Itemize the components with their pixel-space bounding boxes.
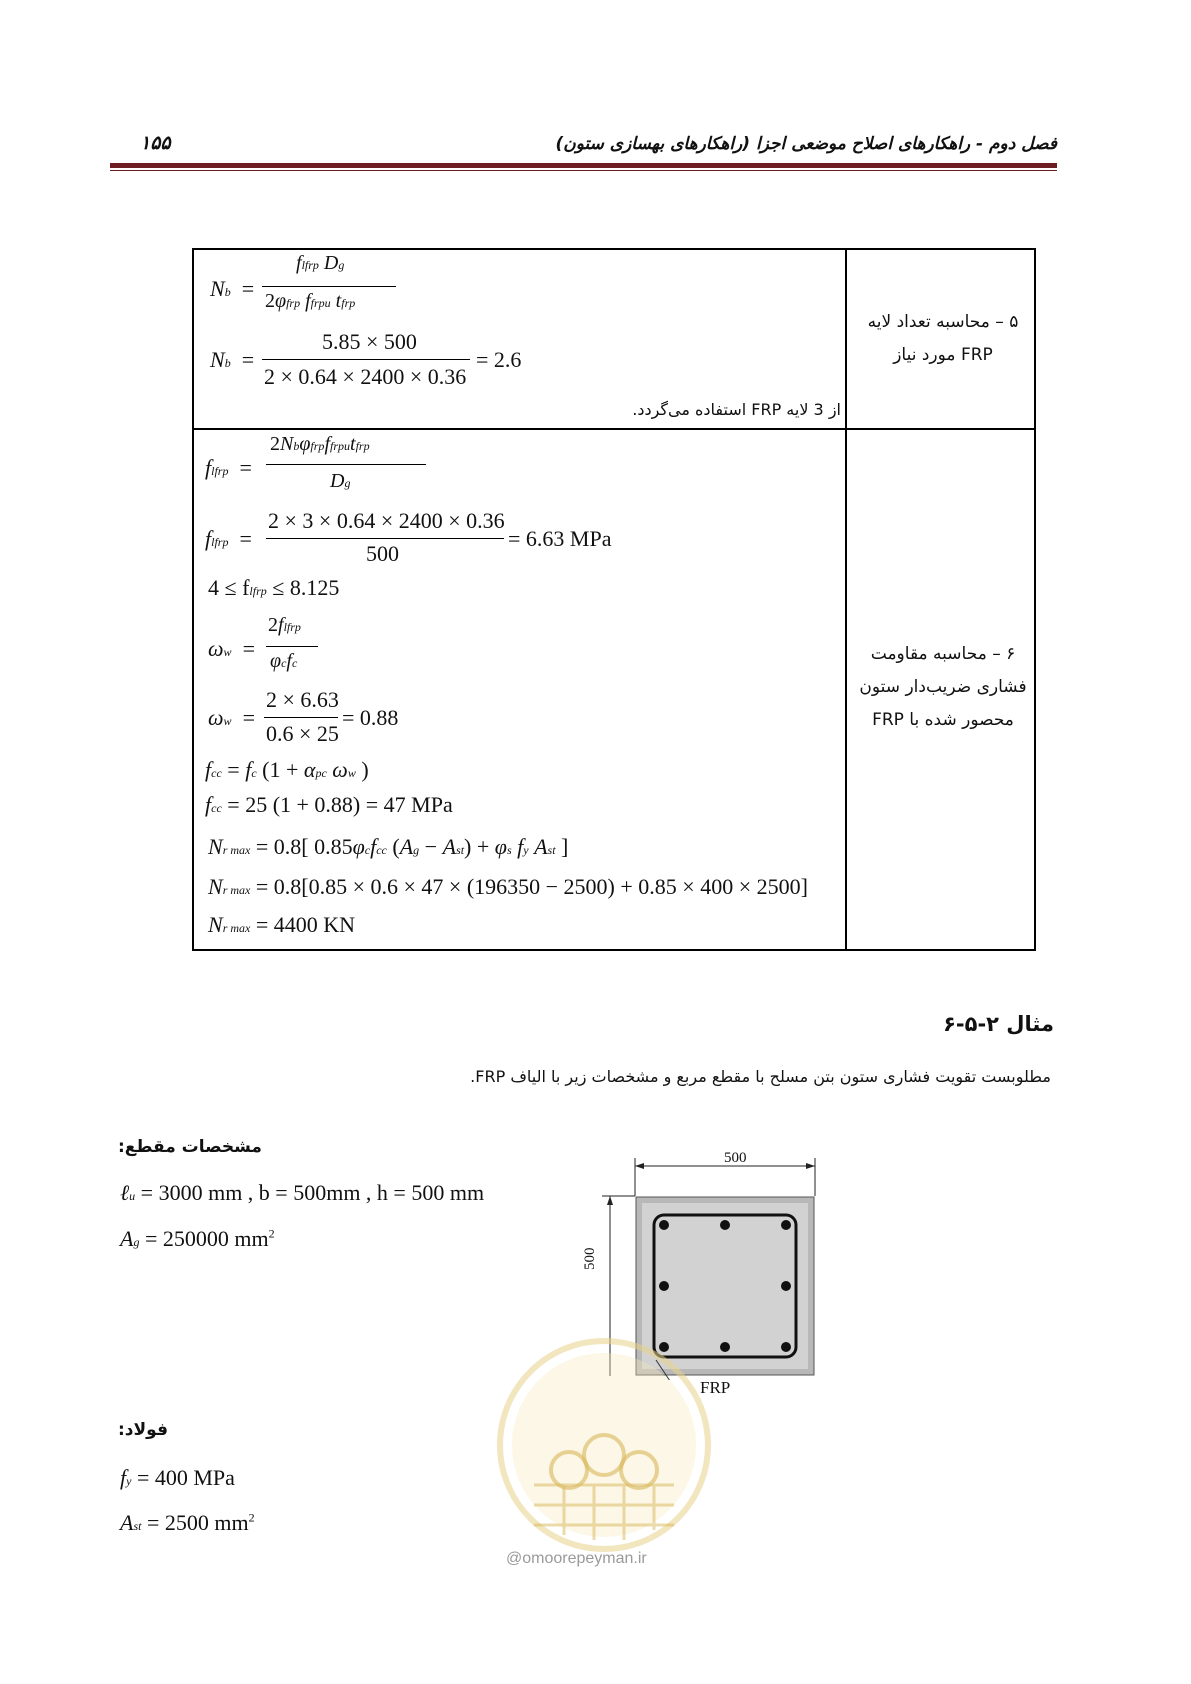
running-header-title: فصل دوم - راهکارهای اصلاح موضعی اجزا (راهکارهای بهسازی ستون)	[555, 134, 1057, 154]
eq-omega-denominator: φcfc	[270, 650, 298, 672]
eq-nb2-fraction-bar	[262, 359, 470, 360]
header-rule-thin	[110, 170, 1057, 171]
row5-description-line2: FRP مورد نیاز	[893, 345, 993, 365]
eq-nb2-symbol: Nb =	[210, 347, 255, 372]
eq-nb2-result: = 2.6	[476, 347, 522, 372]
row5-description-line1: ۵ – محاسبه تعداد لایه	[867, 312, 1019, 332]
row6-description-line2: فشاری ضریب‌دار ستون	[859, 677, 1027, 697]
section-eq-area: Ag = 250000 $mm^2$	[120, 1226, 275, 1251]
steel-eq-fy: fy = 400 MPa	[120, 1465, 235, 1490]
eq-nrmax-formula: Nr max = 0.8[ 0.85φcfcc (Ag − Ast) + φs fy Ast ]	[208, 834, 569, 859]
eq-nb2-numerator: 5.85 × 500	[322, 329, 417, 354]
eq-omega2-fraction-bar	[264, 717, 338, 718]
table-row-divider	[192, 428, 1036, 430]
row6-description	[854, 638, 1032, 737]
section-eq-lengths-value: = 3000 mm , b = 500mm , h = 500 mm	[140, 1180, 485, 1205]
eq-fcc-numeric: fcc = 25 (1 + 0.88) = 47 MPa	[205, 792, 453, 817]
eq-range-left: 4 ≤ f	[208, 575, 250, 600]
row5-description	[854, 306, 1032, 372]
eq-nrmax-numeric: Nr max = 0.8[0.85 × 0.6 × 47 × (196350 − 2500) + 0.85 × 400 × 2500]	[208, 874, 808, 899]
eq-flfrp2-numerator: 2 × 3 × 0.64 × 2400 × 0.36	[268, 508, 505, 533]
eq-range: 4 ≤ flfrp ≤ 8.125	[208, 575, 340, 600]
eq-omega2-denominator: 0.6 × 25	[266, 721, 339, 746]
eq-fcc-numeric-value: = 25 (1 + 0.88) = 47 MPa	[227, 792, 453, 817]
eq-range-right: ≤ 8.125	[272, 575, 340, 600]
eq-omega-symbol: ωw =	[208, 636, 255, 661]
steel-eq-fy-value: = 400 MPa	[136, 1465, 235, 1490]
eq-fcc-formula: fcc = fc (1 + αpc ωw )	[205, 757, 369, 782]
example-title: مثال ۲-۵-۶	[943, 1012, 1054, 1036]
eq-flfrp2-denominator: 500	[366, 541, 399, 566]
eq-nb-denominator: 2φfrp ffrpu tfrp	[265, 290, 356, 312]
figure-dim-top: 500	[724, 1150, 747, 1166]
table-column-divider	[845, 248, 847, 951]
eq-flfrp2-result: = 6.63 MPa	[508, 526, 612, 551]
steel-eq-ast: Ast = 2500 $mm^2$	[120, 1510, 255, 1535]
eq-flfrp2-symbol: flfrp =	[205, 526, 252, 551]
steel-eq-ast-value: = 2500 mm	[146, 1510, 249, 1535]
figure-frp-label: FRP	[700, 1378, 731, 1397]
eq-nb-fraction-bar	[262, 286, 396, 287]
section-eq-lengths: ℓu = 3000 mm , b = 500mm , h = 500 mm	[120, 1180, 485, 1205]
eq-omega-fraction-bar	[266, 646, 318, 647]
eq-flfrp-denominator: Dg	[330, 470, 351, 492]
section-eq-area-value: = 250000 mm	[144, 1226, 269, 1251]
watermark-seal	[494, 1335, 714, 1555]
eq-flfrp-fraction-bar	[266, 464, 426, 465]
watermark-text: @omoorepeyman.ir	[506, 1550, 647, 1567]
page-number: ۱۵۵	[140, 132, 171, 154]
eq-flfrp2-fraction-bar	[266, 538, 504, 539]
steel-heading: فولاد:	[118, 1420, 168, 1440]
header-rule	[110, 163, 1057, 168]
eq-omega2-symbol: ωw =	[208, 705, 255, 730]
eq-nb-symbol: Nb =	[210, 276, 255, 301]
row5-note: از 3 لایه FRP استفاده می‌گردد.	[632, 400, 841, 419]
eq-nb2-denominator: 2 × 0.64 × 2400 × 0.36	[264, 364, 467, 389]
eq-nrmax-result: Nr max = 4400 KN	[208, 912, 356, 937]
eq-nb-numerator: flfrp Dg	[296, 252, 345, 274]
eq-omega2-numerator: 2 × 6.63	[266, 687, 339, 712]
eq-flfrp-symbol: flfrp =	[205, 455, 252, 480]
figure-dim-side: 500	[582, 1247, 598, 1270]
eq-omega2-result: = 0.88	[342, 705, 399, 730]
eq-nrmax-numeric-value: = 0.8[0.85 × 0.6 × 47 × (196350 − 2500) + 0.85 × 400 × 2500]	[255, 874, 808, 899]
row6-description-line3: محصور شده با FRP	[872, 710, 1014, 730]
eq-omega-numerator: 2flfrp	[268, 614, 301, 636]
eq-nrmax-result-value: = 4400 KN	[255, 912, 356, 937]
eq-flfrp-numerator: 2Nbφfrpffrputfrp	[270, 433, 370, 455]
example-text: مطلوبست تقویت فشاری ستون بتن مسلح با مقطع مربع و مشخصات زیر با الیاف FRP.	[470, 1067, 1051, 1086]
section-properties-heading: مشخصات مقطع:	[118, 1137, 262, 1157]
row6-description-line1: ۶ – محاسبه مقاومت	[870, 644, 1016, 664]
